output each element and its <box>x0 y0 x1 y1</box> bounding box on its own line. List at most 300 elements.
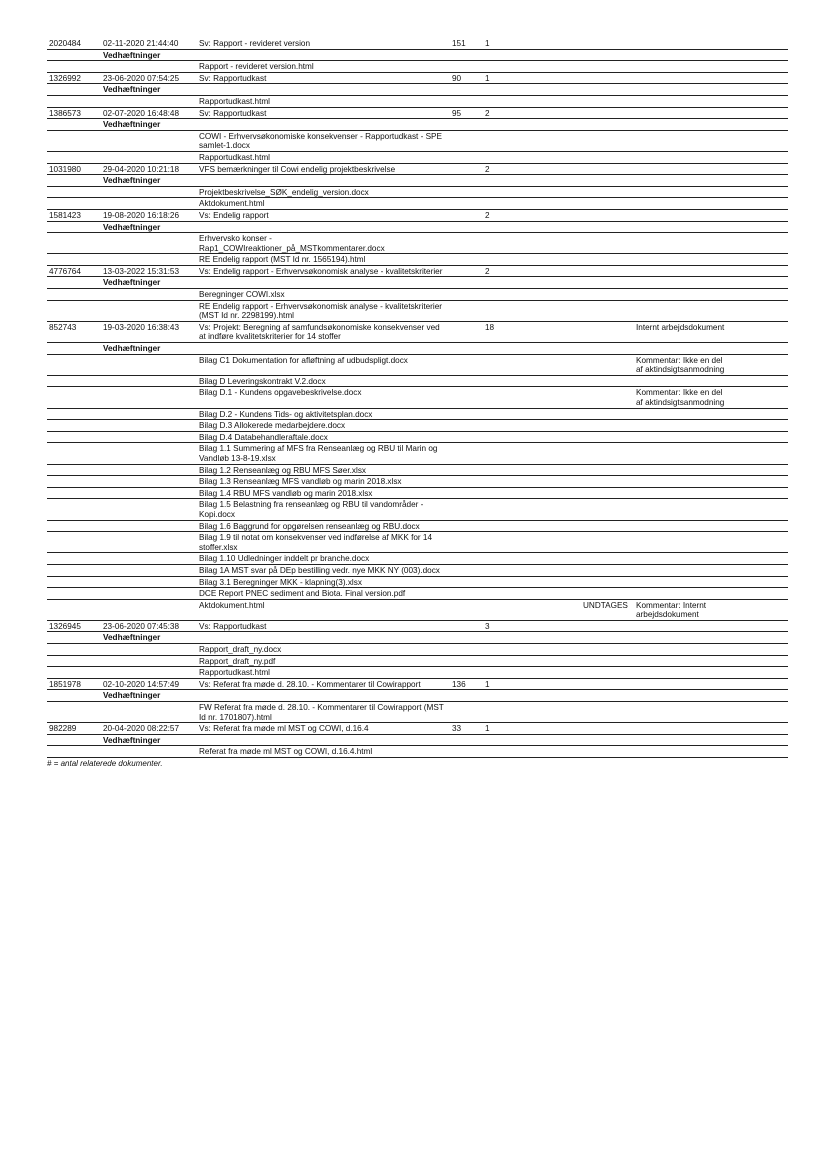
attachment-status <box>581 408 634 420</box>
attachment-row <box>47 553 788 565</box>
document-comment <box>634 72 731 84</box>
empty-cell <box>634 84 731 96</box>
document-title: Vs: Referat fra møde d. 28.10. - Kommentarer til Cowirapport <box>197 678 450 690</box>
empty-cell <box>450 667 483 679</box>
attachment-title: RE Endelig rapport - Erhvervsøkonomisk analyse - kvalitetskriterier (MST Id nr. 2298199).html <box>197 300 450 321</box>
empty-cell <box>731 375 788 387</box>
attachment-status <box>581 464 634 476</box>
empty-cell <box>634 343 731 355</box>
empty-cell <box>101 408 197 420</box>
empty-cell <box>47 632 101 644</box>
attachment-comment <box>634 233 731 254</box>
empty-cell <box>47 431 101 443</box>
document-row <box>47 72 788 84</box>
empty-cell <box>634 221 731 233</box>
attachment-title: Projektbeskrivelse_SØK_endelig_version.docx <box>197 186 450 198</box>
attachment-status <box>581 564 634 576</box>
attachment-comment <box>634 151 731 163</box>
attachment-status <box>581 130 634 151</box>
empty-cell <box>197 221 450 233</box>
attachment-title: Aktdokument.html <box>197 198 450 210</box>
empty-cell <box>450 408 483 420</box>
empty-cell <box>634 690 731 702</box>
empty-cell <box>581 678 634 690</box>
empty-cell <box>450 233 483 254</box>
empty-cell <box>101 667 197 679</box>
related-count: 2 <box>483 163 581 175</box>
document-row <box>47 209 788 221</box>
attachment-title: Aktdokument.html <box>197 599 450 620</box>
empty-cell <box>101 354 197 375</box>
related-count: 2 <box>483 209 581 221</box>
empty-cell <box>197 49 450 61</box>
document-row <box>47 321 788 342</box>
document-date: 02-07-2020 16:48:48 <box>101 107 197 119</box>
empty-cell <box>450 343 483 355</box>
empty-cell <box>731 576 788 588</box>
document-row <box>47 38 788 49</box>
attachment-status <box>581 61 634 73</box>
empty-cell <box>450 221 483 233</box>
attachment-title: Bilag 1.10 Udledninger inddelt pr branche.docx <box>197 553 450 565</box>
attachment-status <box>581 289 634 301</box>
attachment-title: Rapport_draft_ny.docx <box>197 644 450 656</box>
footnote: # = antal relaterede dokumenter. <box>47 759 163 768</box>
empty-cell <box>483 354 581 375</box>
empty-cell <box>483 690 581 702</box>
empty-cell <box>47 476 101 488</box>
empty-cell <box>450 130 483 151</box>
empty-cell <box>731 553 788 565</box>
empty-cell <box>731 599 788 620</box>
empty-cell <box>731 723 788 735</box>
empty-cell <box>581 265 634 277</box>
attachment-title: RE Endelig rapport (MST Id nr. 1565194).html <box>197 254 450 266</box>
attachment-title: COWI - Erhvervsøkonomiske konsekvenser - Rapportudkast - SPE samlet-1.docx <box>197 130 450 151</box>
attachment-title: Bilag 1.2 Renseanlæg og RBU MFS Søer.xlsx <box>197 464 450 476</box>
empty-cell <box>47 84 101 96</box>
empty-cell <box>47 300 101 321</box>
empty-cell <box>483 277 581 289</box>
attachments-header-row <box>47 84 788 96</box>
empty-cell <box>47 151 101 163</box>
empty-cell <box>450 289 483 301</box>
empty-cell <box>731 61 788 73</box>
attachment-title: DCE Report PNEC sediment and Biota. Final version.pdf <box>197 588 450 600</box>
attachment-comment <box>634 746 731 758</box>
document-date: 23-06-2020 07:45:38 <box>101 620 197 632</box>
attachments-label: Vedhæftninger <box>101 119 197 131</box>
empty-cell <box>450 300 483 321</box>
empty-cell <box>634 119 731 131</box>
attachment-row <box>47 300 788 321</box>
empty-cell <box>581 107 634 119</box>
empty-cell <box>483 151 581 163</box>
empty-cell <box>483 487 581 499</box>
document-title: VFS bemærkninger til Cowi endelig projektbeskrivelse <box>197 163 450 175</box>
empty-cell <box>581 163 634 175</box>
empty-cell <box>101 464 197 476</box>
empty-cell <box>731 476 788 488</box>
attachment-title: Bilag 1.9 til notat om konsekvenser ved indførelse af MKK for 14 stoffer.xlsx <box>197 532 450 553</box>
empty-cell <box>101 254 197 266</box>
empty-cell <box>101 553 197 565</box>
document-date: 02-11-2020 21:44:40 <box>101 38 197 49</box>
empty-cell <box>47 520 101 532</box>
attachment-title: Bilag D.1 - Kundens opgavebeskrivelse.docx <box>197 387 450 408</box>
document-title: Sv: Rapportudkast <box>197 72 450 84</box>
empty-cell <box>47 667 101 679</box>
empty-cell <box>101 702 197 723</box>
empty-cell <box>731 130 788 151</box>
attachment-row <box>47 151 788 163</box>
attachment-status <box>581 387 634 408</box>
empty-cell <box>450 644 483 656</box>
attachment-comment <box>634 186 731 198</box>
empty-cell <box>731 420 788 432</box>
attachment-row <box>47 375 788 387</box>
empty-cell <box>731 564 788 576</box>
empty-cell <box>483 408 581 420</box>
empty-cell <box>47 343 101 355</box>
empty-cell <box>634 734 731 746</box>
empty-cell <box>483 576 581 588</box>
empty-cell <box>101 387 197 408</box>
empty-cell <box>581 175 634 187</box>
empty-cell <box>731 620 788 632</box>
attachments-label: Vedhæftninger <box>101 632 197 644</box>
attachment-title: Rapportudkast.html <box>197 95 450 107</box>
empty-cell <box>47 49 101 61</box>
document-title: Vs: Rapportudkast <box>197 620 450 632</box>
document-title: Vs: Projekt: Beregning af samfundsøkonomiske konsekvenser ved at indføre kvalitetskriterier for 14 stoffer <box>197 321 450 342</box>
attachment-status <box>581 487 634 499</box>
empty-cell <box>101 300 197 321</box>
empty-cell <box>731 532 788 553</box>
empty-cell <box>450 476 483 488</box>
empty-cell <box>450 734 483 746</box>
empty-cell <box>731 72 788 84</box>
empty-cell <box>731 277 788 289</box>
empty-cell <box>731 265 788 277</box>
attachment-status <box>581 702 634 723</box>
attachment-row <box>47 186 788 198</box>
related-count: 2 <box>483 265 581 277</box>
empty-cell <box>483 431 581 443</box>
attachment-status <box>581 354 634 375</box>
attachment-comment <box>634 254 731 266</box>
attachment-title: Bilag 1.1 Summering af MFS fra Renseanlæg og RBU til Marin og Vandløb 13-8-19.xlsx <box>197 443 450 464</box>
empty-cell <box>483 443 581 464</box>
empty-cell <box>101 431 197 443</box>
empty-cell <box>450 576 483 588</box>
empty-cell <box>450 746 483 758</box>
empty-cell <box>483 343 581 355</box>
attachments-header-row <box>47 277 788 289</box>
empty-cell <box>450 119 483 131</box>
attachment-status <box>581 655 634 667</box>
document-rows <box>47 38 788 758</box>
empty-cell <box>581 221 634 233</box>
document-page <box>47 38 788 768</box>
empty-cell <box>47 734 101 746</box>
attachment-row <box>47 702 788 723</box>
empty-cell <box>101 198 197 210</box>
empty-cell <box>483 464 581 476</box>
document-title: Vs: Endelig rapport <box>197 209 450 221</box>
attachment-status <box>581 644 634 656</box>
attachment-comment <box>634 520 731 532</box>
empty-cell <box>483 564 581 576</box>
document-date: 29-04-2020 10:21:18 <box>101 163 197 175</box>
empty-cell <box>101 588 197 600</box>
empty-cell <box>197 175 450 187</box>
empty-cell <box>47 644 101 656</box>
document-size: 151 <box>450 38 483 49</box>
empty-cell <box>47 289 101 301</box>
empty-cell <box>483 49 581 61</box>
empty-cell <box>731 644 788 656</box>
empty-cell <box>483 746 581 758</box>
document-id: 1581423 <box>47 209 101 221</box>
attachment-status <box>581 588 634 600</box>
attachment-row <box>47 130 788 151</box>
empty-cell <box>731 655 788 667</box>
empty-cell <box>101 443 197 464</box>
attachment-title: Bilag D.3 Allokerede medarbejdere.docx <box>197 420 450 432</box>
empty-cell <box>483 61 581 73</box>
empty-cell <box>101 130 197 151</box>
empty-cell <box>581 723 634 735</box>
empty-cell <box>483 702 581 723</box>
empty-cell <box>450 487 483 499</box>
empty-cell <box>450 431 483 443</box>
empty-cell <box>101 532 197 553</box>
attachments-header-row <box>47 119 788 131</box>
empty-cell <box>197 343 450 355</box>
document-date: 19-08-2020 16:18:26 <box>101 209 197 221</box>
empty-cell <box>483 476 581 488</box>
document-comment: Internt arbejdsdokument <box>634 321 731 342</box>
document-size <box>450 265 483 277</box>
empty-cell <box>450 198 483 210</box>
attachment-row <box>47 588 788 600</box>
empty-cell <box>450 277 483 289</box>
empty-cell <box>581 277 634 289</box>
attachment-comment: Kommentar: Internt arbejdsdokument <box>634 599 731 620</box>
attachment-status <box>581 233 634 254</box>
empty-cell <box>101 487 197 499</box>
empty-cell <box>581 343 634 355</box>
attachment-comment <box>634 576 731 588</box>
attachments-header-row <box>47 175 788 187</box>
document-size <box>450 620 483 632</box>
empty-cell <box>634 632 731 644</box>
attachment-status <box>581 300 634 321</box>
empty-cell <box>47 175 101 187</box>
empty-cell <box>450 387 483 408</box>
attachment-status <box>581 420 634 432</box>
empty-cell <box>483 734 581 746</box>
empty-cell <box>483 95 581 107</box>
empty-cell <box>101 233 197 254</box>
attachments-header-row <box>47 690 788 702</box>
attachment-row <box>47 254 788 266</box>
document-size: 33 <box>450 723 483 735</box>
empty-cell <box>731 209 788 221</box>
attachment-status <box>581 667 634 679</box>
attachment-row <box>47 387 788 408</box>
attachment-comment <box>634 487 731 499</box>
document-date: 19-03-2020 16:38:43 <box>101 321 197 342</box>
empty-cell <box>450 499 483 520</box>
empty-cell <box>483 300 581 321</box>
attachment-title: Bilag D.4 Databehandleraftale.docx <box>197 431 450 443</box>
empty-cell <box>581 72 634 84</box>
attachment-status <box>581 443 634 464</box>
empty-cell <box>483 254 581 266</box>
attachment-status <box>581 95 634 107</box>
empty-cell <box>731 221 788 233</box>
attachments-header-row <box>47 221 788 233</box>
attachments-label: Vedhæftninger <box>101 734 197 746</box>
attachment-status <box>581 553 634 565</box>
empty-cell <box>731 321 788 342</box>
document-title: Sv: Rapportudkast <box>197 107 450 119</box>
attachment-row <box>47 464 788 476</box>
empty-cell <box>47 532 101 553</box>
empty-cell <box>450 375 483 387</box>
empty-cell <box>731 38 788 49</box>
empty-cell <box>47 443 101 464</box>
document-comment <box>634 723 731 735</box>
empty-cell <box>634 277 731 289</box>
document-size <box>450 163 483 175</box>
attachment-row <box>47 599 788 620</box>
empty-cell <box>450 186 483 198</box>
empty-cell <box>731 254 788 266</box>
empty-cell <box>731 588 788 600</box>
empty-cell <box>483 499 581 520</box>
related-count: 1 <box>483 678 581 690</box>
empty-cell <box>731 163 788 175</box>
attachments-label: Vedhæftninger <box>101 84 197 96</box>
empty-cell <box>197 119 450 131</box>
empty-cell <box>450 588 483 600</box>
empty-cell <box>450 175 483 187</box>
empty-cell <box>731 499 788 520</box>
empty-cell <box>731 95 788 107</box>
attachment-comment <box>634 553 731 565</box>
empty-cell <box>731 119 788 131</box>
empty-cell <box>483 532 581 553</box>
attachment-status <box>581 198 634 210</box>
empty-cell <box>47 354 101 375</box>
empty-cell <box>483 387 581 408</box>
document-size: 136 <box>450 678 483 690</box>
document-row <box>47 163 788 175</box>
empty-cell <box>483 186 581 198</box>
document-id: 1326945 <box>47 620 101 632</box>
attachment-comment <box>634 198 731 210</box>
attachment-status <box>581 151 634 163</box>
document-id: 1031980 <box>47 163 101 175</box>
empty-cell <box>483 644 581 656</box>
empty-cell <box>197 632 450 644</box>
document-comment <box>634 209 731 221</box>
related-count: 2 <box>483 107 581 119</box>
related-count: 1 <box>483 72 581 84</box>
document-title: Sv: Rapport - revideret version <box>197 38 450 49</box>
attachment-comment <box>634 289 731 301</box>
attachment-row <box>47 564 788 576</box>
empty-cell <box>581 321 634 342</box>
empty-cell <box>483 175 581 187</box>
empty-cell <box>47 387 101 408</box>
attachment-row <box>47 667 788 679</box>
document-comment <box>634 620 731 632</box>
document-id: 1386573 <box>47 107 101 119</box>
empty-cell <box>581 119 634 131</box>
empty-cell <box>450 532 483 553</box>
empty-cell <box>731 464 788 476</box>
attachment-comment <box>634 431 731 443</box>
attachments-label: Vedhæftninger <box>101 277 197 289</box>
empty-cell <box>47 499 101 520</box>
empty-cell <box>47 576 101 588</box>
empty-cell <box>731 734 788 746</box>
attachment-row <box>47 499 788 520</box>
empty-cell <box>581 38 634 49</box>
attachment-title: Referat fra møde ml MST og COWI, d.16.4.html <box>197 746 450 758</box>
attachment-title: Beregninger COWI.xlsx <box>197 289 450 301</box>
empty-cell <box>450 420 483 432</box>
attachment-status <box>581 499 634 520</box>
empty-cell <box>450 632 483 644</box>
empty-cell <box>731 667 788 679</box>
attachment-row <box>47 420 788 432</box>
attachment-row <box>47 354 788 375</box>
empty-cell <box>450 464 483 476</box>
empty-cell <box>634 175 731 187</box>
attachment-title: Bilag D.2 - Kundens Tids- og aktivitetsplan.docx <box>197 408 450 420</box>
document-size <box>450 209 483 221</box>
attachment-status <box>581 476 634 488</box>
empty-cell <box>731 387 788 408</box>
empty-cell <box>731 632 788 644</box>
document-date: 02-10-2020 14:57:49 <box>101 678 197 690</box>
attachment-title: Rapport - revideret version.html <box>197 61 450 73</box>
attachment-comment <box>634 95 731 107</box>
empty-cell <box>101 576 197 588</box>
document-comment <box>634 678 731 690</box>
empty-cell <box>483 588 581 600</box>
attachment-status <box>581 532 634 553</box>
attachments-header-row <box>47 632 788 644</box>
empty-cell <box>731 49 788 61</box>
attachment-title: FW Referat fra møde d. 28.10. - Kommentarer til Cowirapport (MST Id nr. 1701807).html <box>197 702 450 723</box>
empty-cell <box>47 420 101 432</box>
attachment-title: Bilag C1 Dokumentation for afløftning af udbudspligt.docx <box>197 354 450 375</box>
empty-cell <box>483 130 581 151</box>
attachment-row <box>47 532 788 553</box>
empty-cell <box>483 289 581 301</box>
empty-cell <box>47 655 101 667</box>
attachment-row <box>47 576 788 588</box>
empty-cell <box>450 520 483 532</box>
attachment-row <box>47 233 788 254</box>
related-count: 18 <box>483 321 581 342</box>
